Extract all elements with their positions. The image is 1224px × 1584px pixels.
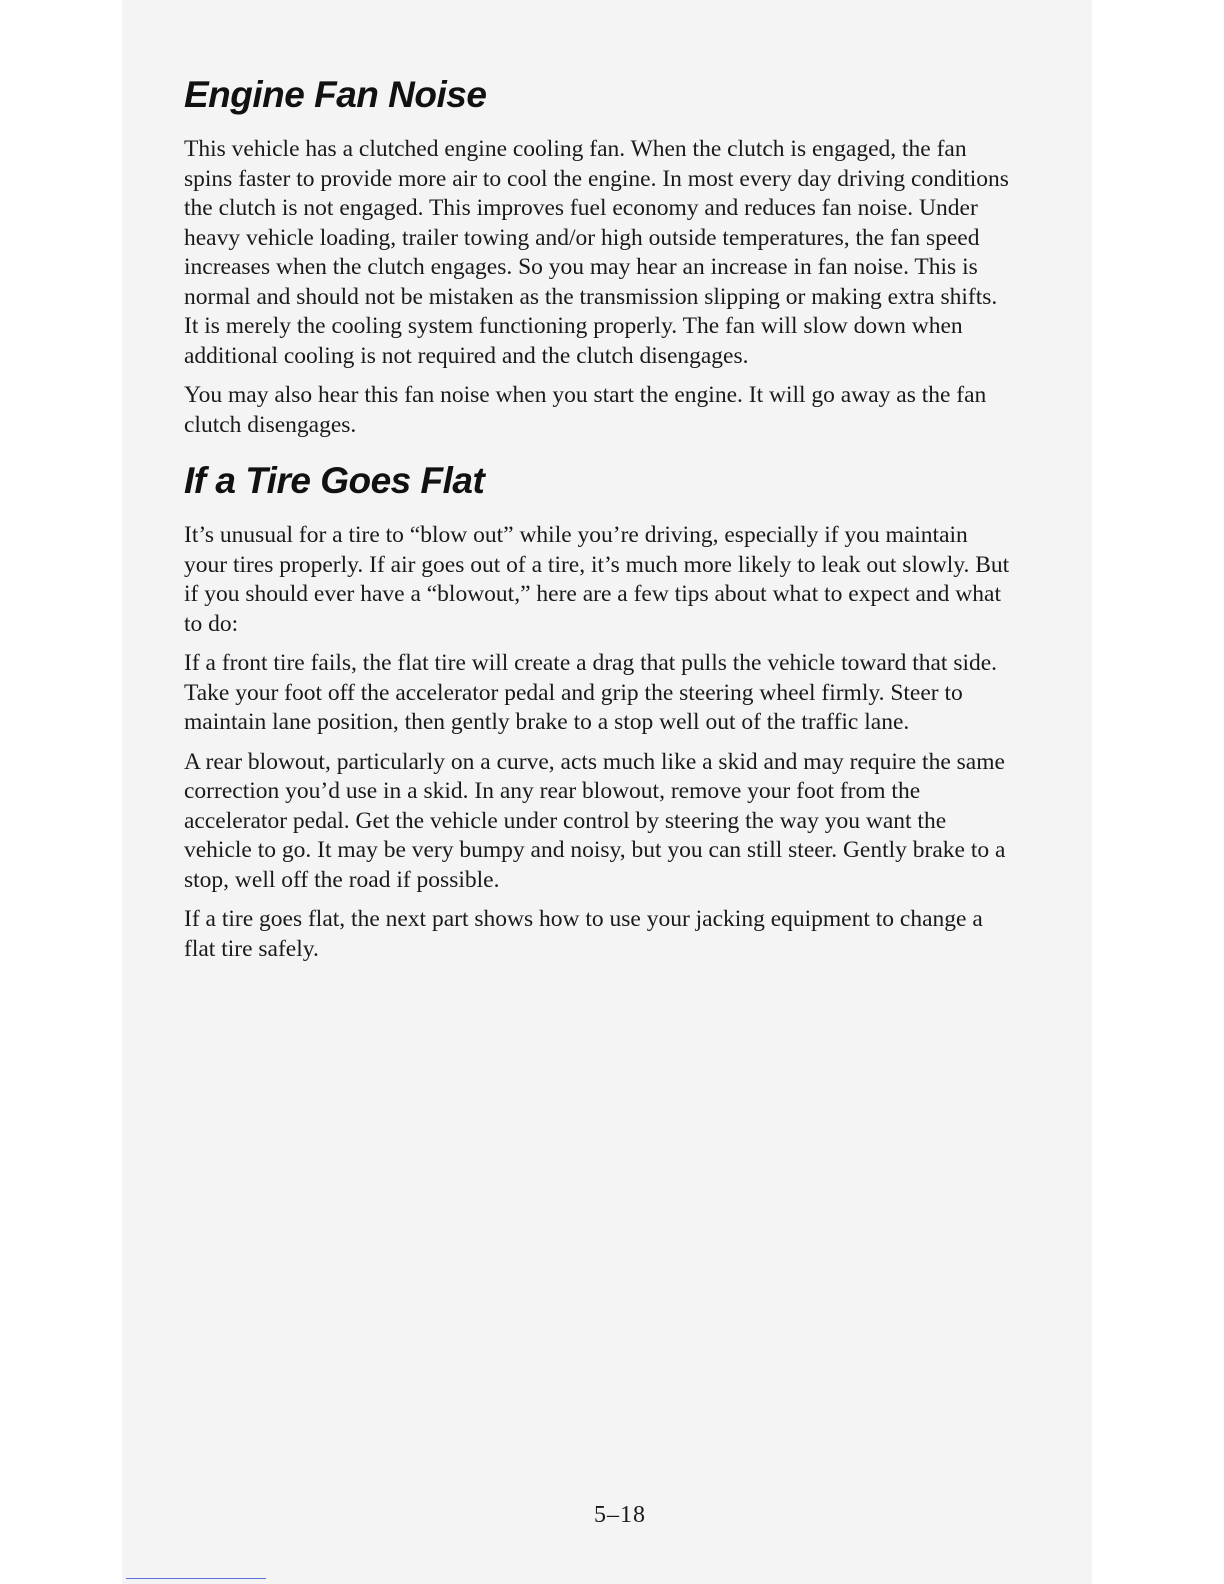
section-tire-goes-flat	[184, 452, 1014, 964]
paragraph: It’s unusual for a tire to “blow out” while you’re driving, especially if you maintain your tires properly. If air goes out of a tire, it’s much more likely to leak out slowly. But if you should ever have a “blowout,” here are a few tips about what to expect and what to do:	[184, 522, 1010, 637]
section-heading: Engine Fan Noise	[184, 74, 487, 115]
paragraph: You may also hear this fan noise when you start the engine. It will go away as the fan clutch disengages.	[184, 382, 987, 438]
page-content	[184, 66, 1014, 964]
paragraph: If a front tire fails, the flat tire will create a drag that pulls the vehicle toward that side. Take your foot off the accelerator pedal and grip the steering wheel firmly. Steer to maintain lane position, then gently brake to a stop well out of the traffic lane.	[184, 650, 998, 735]
divider	[126, 1578, 266, 1579]
section-heading: If a Tire Goes Flat	[184, 460, 485, 501]
paragraph: If a tire goes flat, the next part shows how to use your jacking equipment to change a flat tire safely.	[184, 906, 983, 962]
paragraph: A rear blowout, particularly on a curve, acts much like a skid and may require the same correction you’d use in a skid. In any rear blowout, remove your foot from the accelerator pedal. Get the vehicle under control by steering the way you want the vehicle to go. It may be very bumpy and noisy, but you can still steer. Gently brake to a stop, well off the road if possible.	[184, 748, 1006, 893]
page-number: 5–18	[594, 1502, 646, 1528]
document-page	[122, 0, 1092, 1584]
section-engine-fan-noise	[184, 66, 1014, 440]
paragraph: This vehicle has a clutched engine cooling fan. When the clutch is engaged, the fan spins faster to provide more air to cool the engine. In most every day driving conditions the clutch is not engaged. This improves fuel economy and reduces fan noise. Under heavy vehicle loading, trailer towing and/or high outside temperatures, the fan speed increases when the clutch engages. So you may hear an increase in fan noise. This is normal and should not be mistaken as the transmission slipping or making extra shifts. It is merely the cooling system functioning properly. The fan will slow down when additional cooling is not required and the clutch disengages.	[184, 136, 1009, 369]
